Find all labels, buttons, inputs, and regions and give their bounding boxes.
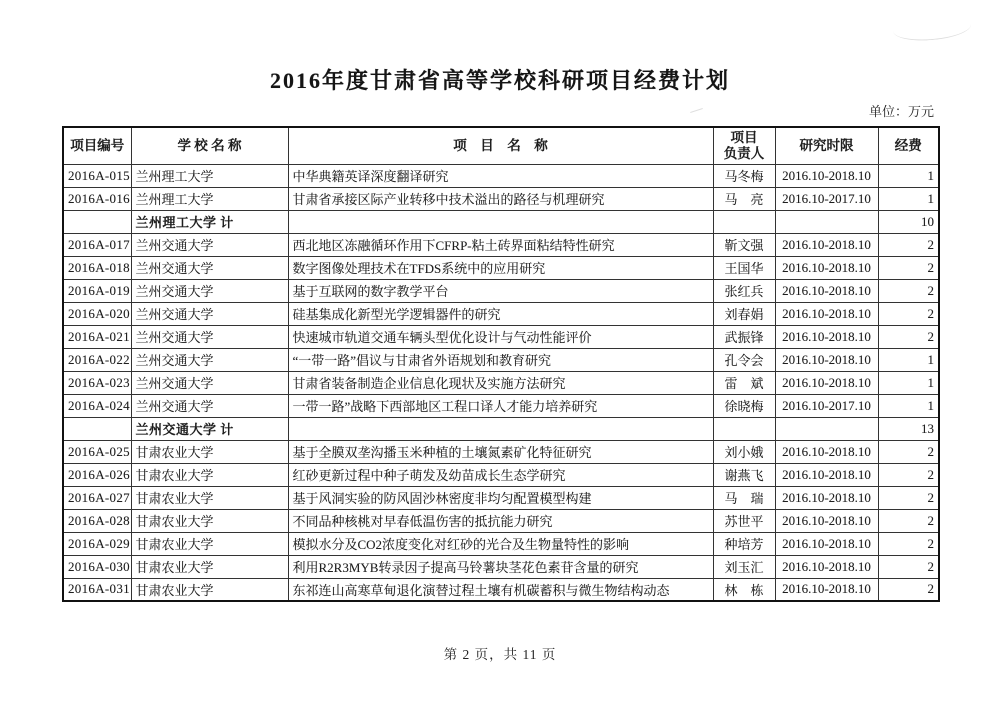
cell-fund: 10 — [878, 210, 939, 233]
cell-project-name: 红砂更新过程中种子萌发及幼苗成长生态学研究 — [288, 463, 713, 486]
cell-project-name: 利用R2R3MYB转录因子提高马铃薯块茎花色素苷含量的研究 — [288, 555, 713, 578]
cell-leader: 王国华 — [713, 256, 775, 279]
table-row — [63, 555, 939, 578]
col-header-project-no: 项目编号 — [63, 127, 131, 164]
table-row — [63, 394, 939, 417]
cell-fund: 2 — [878, 532, 939, 555]
cell-school: 甘肃农业大学 — [131, 440, 288, 463]
cell-fund: 2 — [878, 325, 939, 348]
cell-period: 2016.10-2018.10 — [775, 371, 878, 394]
table-row — [63, 532, 939, 555]
cell-project-name: 快速城市轨道交通车辆头型优化设计与气动性能评价 — [288, 325, 713, 348]
table-row — [63, 463, 939, 486]
subtotal-row — [63, 417, 939, 440]
cell-school: 兰州交通大学 — [131, 279, 288, 302]
cell-leader: 武振锋 — [713, 325, 775, 348]
cell-leader: 张红兵 — [713, 279, 775, 302]
table-row — [63, 325, 939, 348]
funding-table — [62, 126, 940, 602]
cell-fund: 1 — [878, 371, 939, 394]
cell-project-no: 2016A-015 — [63, 164, 131, 187]
cell-project-no: 2016A-026 — [63, 463, 131, 486]
cell-project-no: 2016A-019 — [63, 279, 131, 302]
cell-project-no: 2016A-017 — [63, 233, 131, 256]
cell-fund: 1 — [878, 164, 939, 187]
cell-fund: 2 — [878, 279, 939, 302]
cell-school: 兰州理工大学 — [131, 187, 288, 210]
cell-project-no: 2016A-022 — [63, 348, 131, 371]
cell-school: 兰州交通大学 计 — [131, 417, 288, 440]
cell-period: 2016.10-2017.10 — [775, 394, 878, 417]
cell-school: 兰州交通大学 — [131, 256, 288, 279]
cell-project-name — [288, 417, 713, 440]
cell-period: 2016.10-2018.10 — [775, 302, 878, 325]
cell-project-name — [288, 210, 713, 233]
cell-period: 2016.10-2018.10 — [775, 532, 878, 555]
cell-project-name: 甘肃省装备制造企业信息化现状及实施方法研究 — [288, 371, 713, 394]
cell-project-no: 2016A-029 — [63, 532, 131, 555]
cell-fund: 1 — [878, 394, 939, 417]
cell-fund: 1 — [878, 187, 939, 210]
cell-period: 2016.10-2018.10 — [775, 279, 878, 302]
cell-project-no — [63, 210, 131, 233]
cell-fund: 2 — [878, 486, 939, 509]
col-header-project-name: 项 目 名 称 — [288, 127, 713, 164]
col-header-period: 研究时限 — [775, 127, 878, 164]
scan-artifact-tick — [690, 108, 703, 113]
cell-school: 兰州交通大学 — [131, 325, 288, 348]
cell-project-name: “一带一路”倡议与甘肃省外语规划和教育研究 — [288, 348, 713, 371]
cell-fund: 2 — [878, 555, 939, 578]
table-row — [63, 187, 939, 210]
cell-school: 甘肃农业大学 — [131, 555, 288, 578]
cell-school: 兰州交通大学 — [131, 233, 288, 256]
cell-fund: 1 — [878, 348, 939, 371]
cell-school: 甘肃农业大学 — [131, 509, 288, 532]
cell-fund: 2 — [878, 233, 939, 256]
cell-period: 2016.10-2018.10 — [775, 325, 878, 348]
cell-project-name: 不同品种核桃对早春低温伤害的抵抗能力研究 — [288, 509, 713, 532]
table-row — [63, 164, 939, 187]
table-row — [63, 348, 939, 371]
cell-project-no: 2016A-021 — [63, 325, 131, 348]
cell-school: 甘肃农业大学 — [131, 578, 288, 601]
cell-fund: 2 — [878, 440, 939, 463]
cell-period: 2016.10-2018.10 — [775, 486, 878, 509]
cell-project-name: 基于互联网的数字教学平台 — [288, 279, 713, 302]
col-header-school: 学 校 名 称 — [131, 127, 288, 164]
cell-leader: 徐晓梅 — [713, 394, 775, 417]
cell-period: 2016.10-2018.10 — [775, 463, 878, 486]
cell-leader: 靳文强 — [713, 233, 775, 256]
cell-project-no: 2016A-031 — [63, 578, 131, 601]
page-title: 2016年度甘肃省高等学校科研项目经费计划 — [269, 68, 730, 93]
cell-school: 兰州理工大学 计 — [131, 210, 288, 233]
table-row — [63, 440, 939, 463]
cell-project-name: 模拟水分及CO2浓度变化对红砂的光合及生物量特性的影响 — [288, 532, 713, 555]
cell-period: 2016.10-2018.10 — [775, 555, 878, 578]
col-header-leader-line1: 项目 — [730, 130, 758, 146]
cell-period — [775, 417, 878, 440]
cell-period: 2016.10-2018.10 — [775, 164, 878, 187]
cell-school: 兰州交通大学 — [131, 302, 288, 325]
subtotal-row — [63, 210, 939, 233]
cell-project-name: 中华典籍英译深度翻译研究 — [288, 164, 713, 187]
cell-project-no: 2016A-023 — [63, 371, 131, 394]
cell-leader — [713, 210, 775, 233]
cell-project-name: 基于全膜双垄沟播玉米种植的土壤氮素矿化特征研究 — [288, 440, 713, 463]
cell-project-name: 数字图像处理技术在TFDS系统中的应用研究 — [288, 256, 713, 279]
cell-school: 甘肃农业大学 — [131, 532, 288, 555]
cell-period: 2016.10-2018.10 — [775, 440, 878, 463]
cell-fund: 13 — [878, 417, 939, 440]
col-header-leader — [713, 127, 775, 164]
cell-leader: 刘春娟 — [713, 302, 775, 325]
table-row — [63, 509, 939, 532]
cell-period: 2016.10-2018.10 — [775, 509, 878, 532]
cell-project-name: 东祁连山高寒草甸退化演替过程土壤有机碳蓄积与微生物结构动态 — [288, 578, 713, 601]
cell-school: 兰州理工大学 — [131, 164, 288, 187]
cell-leader: 马 瑞 — [713, 486, 775, 509]
cell-fund: 2 — [878, 509, 939, 532]
cell-project-no: 2016A-016 — [63, 187, 131, 210]
cell-leader: 苏世平 — [713, 509, 775, 532]
cell-project-no: 2016A-028 — [63, 509, 131, 532]
cell-leader: 马冬梅 — [713, 164, 775, 187]
cell-school: 甘肃农业大学 — [131, 486, 288, 509]
cell-period: 2016.10-2018.10 — [775, 348, 878, 371]
cell-period: 2016.10-2018.10 — [775, 233, 878, 256]
table-row — [63, 279, 939, 302]
cell-project-name: 硅基集成化新型光学逻辑器件的研究 — [288, 302, 713, 325]
table-body — [63, 164, 939, 601]
cell-school: 兰州交通大学 — [131, 348, 288, 371]
cell-project-no: 2016A-025 — [63, 440, 131, 463]
header-row — [63, 127, 939, 164]
cell-project-name: 甘肃省承接区际产业转移中技术溢出的路径与机理研究 — [288, 187, 713, 210]
table-header — [63, 127, 939, 164]
cell-leader — [713, 417, 775, 440]
cell-project-no: 2016A-020 — [63, 302, 131, 325]
cell-fund: 2 — [878, 463, 939, 486]
cell-period: 2016.10-2018.10 — [775, 578, 878, 601]
cell-leader: 刘小娥 — [713, 440, 775, 463]
cell-period: 2016.10-2018.10 — [775, 256, 878, 279]
cell-project-name: 基于风洞实验的防风固沙林密度非均匀配置模型构建 — [288, 486, 713, 509]
cell-fund: 2 — [878, 256, 939, 279]
cell-school: 甘肃农业大学 — [131, 463, 288, 486]
table-row — [63, 256, 939, 279]
cell-project-name: 西北地区冻融循环作用下CFRP-粘土砖界面粘结特性研究 — [288, 233, 713, 256]
cell-leader: 孔令会 — [713, 348, 775, 371]
table-row — [63, 302, 939, 325]
scan-artifact-curve — [892, 13, 972, 44]
cell-project-no: 2016A-027 — [63, 486, 131, 509]
cell-leader: 谢燕飞 — [713, 463, 775, 486]
cell-leader: 林 栋 — [713, 578, 775, 601]
cell-project-name: 一带一路”战略下西部地区工程口译人才能力培养研究 — [288, 394, 713, 417]
col-header-fund: 经费 — [878, 127, 939, 164]
cell-leader: 种培芳 — [713, 532, 775, 555]
cell-project-no: 2016A-018 — [63, 256, 131, 279]
cell-project-no — [63, 417, 131, 440]
table-row — [63, 371, 939, 394]
cell-leader: 刘玉汇 — [713, 555, 775, 578]
table-row — [63, 233, 939, 256]
col-header-leader-line2: 负责人 — [723, 145, 765, 161]
cell-period: 2016.10-2017.10 — [775, 187, 878, 210]
table-row — [63, 578, 939, 601]
cell-fund: 2 — [878, 578, 939, 601]
cell-period — [775, 210, 878, 233]
cell-project-no: 2016A-030 — [63, 555, 131, 578]
table-row — [63, 486, 939, 509]
page-number: 第 2 页，共 11 页 — [443, 647, 557, 662]
cell-school: 兰州交通大学 — [131, 371, 288, 394]
cell-project-no: 2016A-024 — [63, 394, 131, 417]
cell-leader: 雷 斌 — [713, 371, 775, 394]
unit-note: 单位：万元 — [868, 104, 934, 119]
cell-school: 兰州交通大学 — [131, 394, 288, 417]
cell-fund: 2 — [878, 302, 939, 325]
cell-leader: 马 亮 — [713, 187, 775, 210]
